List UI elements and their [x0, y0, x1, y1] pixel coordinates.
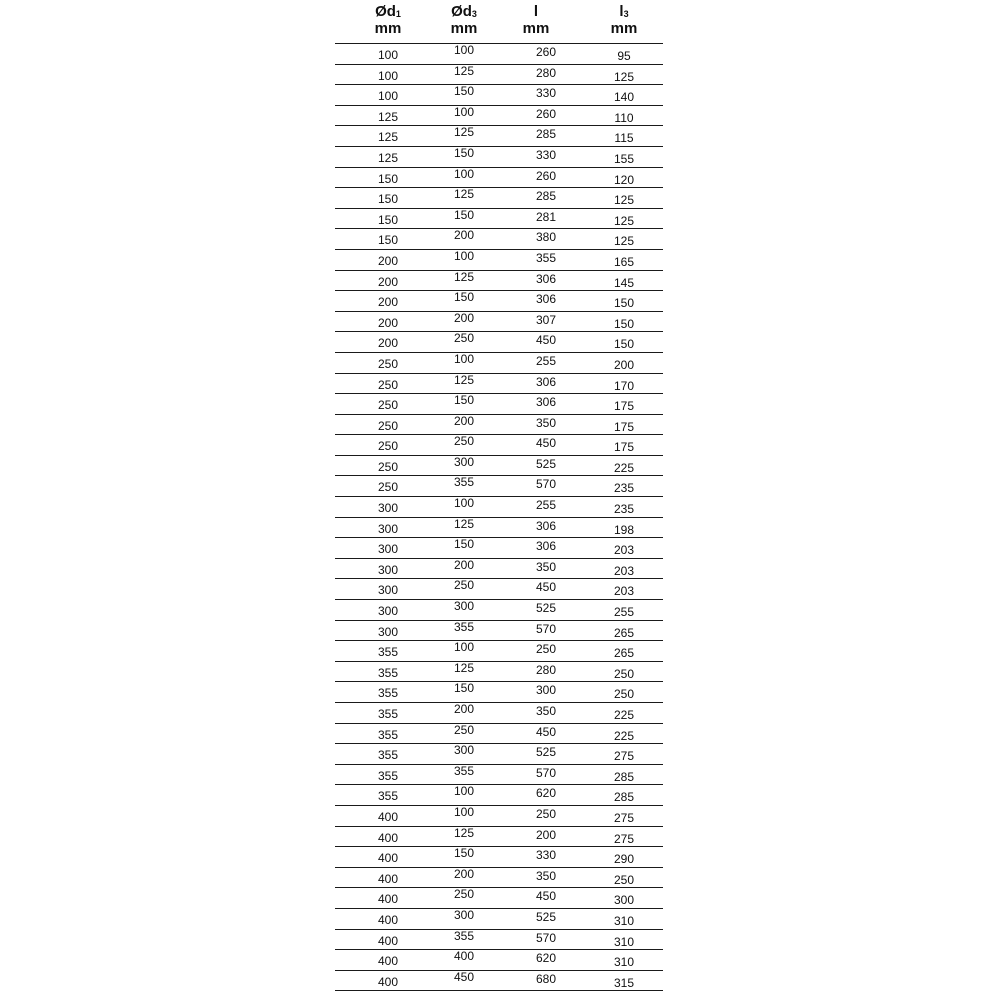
d1-cell: 400 — [377, 851, 399, 866]
l3-cell: 155 — [613, 151, 635, 166]
l-cell: 260 — [535, 106, 557, 121]
d3-cell: 100 — [453, 43, 475, 57]
d1-cell: 125 — [377, 130, 399, 145]
l3-cell: 203 — [613, 563, 635, 578]
table-row — [335, 888, 663, 909]
l3-cell: 315 — [613, 975, 635, 990]
d3-cell: 100 — [453, 248, 475, 263]
table-row — [335, 44, 663, 65]
d3-cell: 125 — [453, 269, 475, 284]
d3-cell: 150 — [453, 84, 475, 99]
table-row — [335, 394, 663, 415]
d3-cell: 125 — [453, 63, 475, 78]
table-row — [335, 106, 663, 127]
table-row — [335, 168, 663, 189]
l-cell: 285 — [535, 127, 557, 142]
d1-cell: 400 — [377, 912, 399, 927]
d3-cell: 250 — [453, 578, 475, 593]
l3-cell: 285 — [613, 769, 635, 784]
l-cell: 350 — [535, 415, 557, 430]
header-d1-sub: 1 — [395, 9, 401, 19]
table-body — [335, 44, 663, 991]
d1-cell: 125 — [377, 150, 399, 165]
l-cell: 285 — [535, 189, 557, 204]
d1-cell: 200 — [377, 253, 399, 268]
table-row — [335, 765, 663, 786]
l3-cell: 250 — [613, 666, 635, 681]
d1-cell: 355 — [377, 748, 399, 763]
l3-cell: 203 — [613, 584, 635, 599]
l-cell: 525 — [535, 909, 557, 924]
table-row — [335, 435, 663, 456]
l3-cell: 150 — [613, 296, 635, 311]
header-d1-unit: mm — [374, 20, 402, 37]
header-l3-symbol: l — [619, 3, 624, 20]
d1-cell: 400 — [377, 830, 399, 845]
l3-cell: 255 — [613, 605, 635, 620]
d3-cell: 150 — [453, 846, 475, 861]
l3-cell: 95 — [617, 49, 631, 63]
d1-cell: 150 — [377, 192, 399, 207]
d1-cell: 250 — [377, 377, 399, 392]
l3-cell: 198 — [613, 522, 635, 537]
d1-cell: 150 — [377, 233, 399, 248]
header-d1-symbol: Ød — [375, 3, 396, 20]
l-cell: 620 — [535, 786, 557, 801]
d1-cell: 300 — [377, 501, 399, 516]
d3-cell: 125 — [453, 516, 475, 531]
l-cell: 525 — [535, 745, 557, 760]
table-row — [335, 456, 663, 477]
d1-cell: 250 — [377, 418, 399, 433]
table-row — [335, 971, 663, 992]
table-row — [335, 847, 663, 868]
l-cell: 355 — [535, 250, 557, 265]
d3-cell: 200 — [453, 866, 475, 881]
d1-cell: 100 — [377, 68, 399, 83]
table-row — [335, 374, 663, 395]
d3-cell: 150 — [453, 681, 475, 696]
l-cell: 255 — [535, 353, 557, 368]
l-cell: 300 — [535, 683, 557, 698]
d1-cell: 355 — [377, 789, 399, 804]
table-row — [335, 621, 663, 642]
table-row — [335, 538, 663, 559]
table-row — [335, 229, 663, 250]
l-cell: 450 — [535, 580, 557, 595]
d3-cell: 250 — [453, 434, 475, 449]
d3-cell: 100 — [453, 784, 475, 799]
d1-cell: 200 — [377, 336, 399, 351]
l3-cell: 170 — [613, 378, 635, 393]
l-cell: 306 — [535, 292, 557, 307]
l3-cell: 145 — [613, 275, 635, 290]
d1-cell: 300 — [377, 604, 399, 619]
l-cell: 330 — [535, 848, 557, 863]
d3-cell: 125 — [453, 372, 475, 387]
d3-cell: 150 — [453, 393, 475, 408]
table-row — [335, 291, 663, 312]
table-row — [335, 250, 663, 271]
l-cell: 570 — [535, 477, 557, 492]
l3-cell: 250 — [613, 872, 635, 887]
d3-cell: 100 — [453, 351, 475, 366]
table-row — [335, 559, 663, 580]
d1-cell: 300 — [377, 521, 399, 536]
d3-cell: 300 — [453, 907, 475, 922]
table-row — [335, 641, 663, 662]
d1-cell: 355 — [377, 768, 399, 783]
l-cell: 450 — [535, 333, 557, 348]
d1-cell: 355 — [377, 686, 399, 701]
l3-cell: 150 — [613, 337, 635, 352]
d3-cell: 125 — [453, 125, 475, 140]
d3-cell: 100 — [453, 104, 475, 119]
l3-cell: 225 — [613, 708, 635, 722]
d1-cell: 200 — [377, 274, 399, 289]
l3-cell: 115 — [614, 131, 634, 146]
l-cell: 570 — [535, 765, 557, 780]
l3-cell: 275 — [613, 810, 635, 825]
table-row — [335, 579, 663, 600]
header-l-unit: mm — [522, 20, 550, 37]
table-row — [335, 209, 663, 230]
l-cell: 280 — [535, 662, 557, 677]
l-cell: 307 — [535, 312, 557, 327]
d1-cell: 250 — [377, 459, 399, 474]
l-cell: 350 — [535, 868, 557, 883]
dimension-table — [335, 0, 663, 991]
table-row — [335, 950, 663, 971]
l-cell: 306 — [535, 395, 557, 410]
l3-cell: 285 — [613, 790, 635, 805]
l3-cell: 175 — [613, 440, 635, 455]
d3-cell: 200 — [453, 310, 475, 325]
d3-cell: 100 — [453, 804, 475, 819]
l3-cell: 175 — [613, 419, 635, 434]
d1-cell: 400 — [377, 809, 399, 824]
d3-cell: 300 — [453, 454, 475, 469]
l3-cell: 125 — [613, 69, 635, 84]
d1-cell: 150 — [377, 171, 399, 186]
header-l3 — [589, 4, 659, 37]
d3-cell: 100 — [453, 166, 475, 181]
d3-cell: 200 — [453, 228, 475, 243]
d1-cell: 355 — [377, 665, 399, 680]
l-cell: 255 — [535, 498, 557, 513]
table-row — [335, 271, 663, 292]
l-cell: 680 — [535, 971, 557, 986]
d1-cell: 355 — [377, 645, 399, 660]
l-cell: 260 — [535, 45, 557, 59]
d3-cell: 125 — [453, 187, 475, 202]
l3-cell: 310 — [613, 955, 635, 970]
table-row — [335, 682, 663, 703]
d3-cell: 355 — [453, 928, 475, 943]
d3-cell: 150 — [453, 145, 475, 160]
d3-cell: 100 — [453, 496, 475, 511]
header-l — [501, 4, 571, 37]
table-row — [335, 744, 663, 765]
table-row — [335, 785, 663, 806]
d3-cell: 355 — [453, 475, 475, 490]
header-d1 — [353, 4, 423, 37]
d1-cell: 300 — [377, 624, 399, 639]
table-header — [335, 0, 663, 44]
header-d3-sub: 3 — [471, 9, 477, 19]
l3-cell: 165 — [613, 254, 635, 269]
d3-cell: 355 — [453, 619, 475, 634]
l3-cell: 235 — [613, 481, 635, 496]
l3-cell: 275 — [613, 831, 635, 846]
l3-cell: 310 — [613, 913, 635, 928]
l-cell: 450 — [535, 889, 557, 904]
d3-cell: 200 — [453, 702, 475, 716]
l-cell: 330 — [535, 86, 557, 101]
l-cell: 200 — [535, 827, 557, 842]
table-row — [335, 724, 663, 745]
l-cell: 281 — [535, 209, 557, 224]
l-cell: 450 — [535, 436, 557, 451]
table-row — [335, 312, 663, 333]
d1-cell: 355 — [377, 707, 399, 721]
l3-cell: 300 — [613, 893, 635, 908]
l-cell: 330 — [535, 147, 557, 162]
header-d3 — [429, 4, 499, 37]
d1-cell: 400 — [377, 871, 399, 886]
l3-cell: 125 — [613, 234, 635, 249]
l-cell: 450 — [535, 724, 557, 739]
l-cell: 250 — [535, 806, 557, 821]
d1-cell: 125 — [377, 109, 399, 124]
d3-cell: 400 — [453, 949, 475, 964]
table-row — [335, 518, 663, 539]
d1-cell: 400 — [377, 974, 399, 989]
table-row — [335, 85, 663, 106]
d1-cell: 300 — [377, 562, 399, 577]
table-row — [335, 827, 663, 848]
header-l3-sub: 3 — [623, 9, 629, 19]
l-cell: 260 — [535, 168, 557, 183]
table-row — [335, 909, 663, 930]
d1-cell: 250 — [377, 398, 399, 413]
l-cell: 380 — [535, 230, 557, 245]
d3-cell: 200 — [453, 413, 475, 428]
l3-cell: 150 — [613, 316, 635, 331]
l3-cell: 125 — [613, 213, 635, 228]
table-row — [335, 147, 663, 168]
d3-cell: 300 — [453, 599, 475, 614]
d1-cell: 400 — [377, 933, 399, 948]
table-row — [335, 600, 663, 621]
d3-cell: 100 — [453, 640, 475, 655]
l-cell: 306 — [535, 518, 557, 533]
l3-cell: 265 — [613, 646, 635, 661]
d1-cell: 400 — [377, 954, 399, 969]
d1-cell: 300 — [377, 583, 399, 598]
d3-cell: 250 — [453, 887, 475, 902]
table-row — [335, 332, 663, 353]
d1-cell: 100 — [377, 48, 399, 62]
table-row — [335, 868, 663, 889]
l-cell: 280 — [535, 65, 557, 80]
d1-cell: 200 — [377, 315, 399, 330]
l-cell: 525 — [535, 601, 557, 616]
d1-cell: 300 — [377, 542, 399, 557]
d1-cell: 250 — [377, 439, 399, 454]
table-row — [335, 126, 663, 147]
l3-cell: 225 — [613, 460, 635, 475]
l3-cell: 225 — [613, 728, 635, 743]
d1-cell: 250 — [377, 480, 399, 495]
table-row — [335, 415, 663, 436]
table-row — [335, 353, 663, 374]
d3-cell: 250 — [453, 331, 475, 346]
l3-cell: 200 — [613, 357, 635, 372]
l-cell: 306 — [535, 271, 557, 286]
d3-cell: 125 — [453, 660, 475, 675]
l-cell: 250 — [535, 642, 557, 657]
d1-cell: 355 — [377, 727, 399, 742]
d1-cell: 400 — [377, 892, 399, 907]
d3-cell: 150 — [453, 290, 475, 305]
l3-cell: 203 — [613, 543, 635, 558]
header-l-symbol: l — [533, 3, 539, 20]
d3-cell: 300 — [453, 743, 475, 758]
l3-cell: 120 — [613, 172, 635, 187]
l3-cell: 310 — [613, 934, 635, 949]
d3-cell: 250 — [453, 722, 475, 737]
table-row — [335, 188, 663, 209]
d1-cell: 200 — [377, 295, 399, 310]
header-d3-unit: mm — [450, 20, 478, 37]
l-cell: 570 — [535, 930, 557, 945]
l-cell: 350 — [535, 559, 557, 574]
l3-cell: 175 — [613, 399, 635, 414]
l3-cell: 250 — [613, 687, 635, 702]
l3-cell: 290 — [613, 852, 635, 867]
table-row — [335, 930, 663, 951]
header-l3-unit: mm — [610, 20, 638, 37]
table-row — [335, 476, 663, 497]
l3-cell: 140 — [613, 90, 635, 105]
l-cell: 306 — [535, 374, 557, 389]
d3-cell: 150 — [453, 537, 475, 552]
table-row — [335, 497, 663, 518]
l-cell: 306 — [535, 539, 557, 554]
l-cell: 570 — [535, 621, 557, 636]
l3-cell: 275 — [613, 749, 635, 764]
d1-cell: 250 — [377, 356, 399, 371]
d1-cell: 100 — [377, 89, 399, 104]
d3-cell: 150 — [453, 207, 475, 222]
d3-cell: 355 — [453, 763, 475, 778]
table-row — [335, 65, 663, 86]
d3-cell: 200 — [453, 557, 475, 572]
table-row — [335, 703, 663, 724]
d3-cell: 450 — [453, 969, 475, 984]
table-row — [335, 662, 663, 683]
d1-cell: 150 — [377, 212, 399, 227]
l3-cell: 110 — [614, 110, 634, 125]
table-row — [335, 806, 663, 827]
l-cell: 620 — [535, 951, 557, 966]
l3-cell: 235 — [613, 502, 635, 517]
l-cell: 350 — [535, 704, 557, 718]
l3-cell: 265 — [613, 625, 635, 640]
d3-cell: 125 — [453, 825, 475, 840]
header-d3-symbol: Ød — [451, 3, 472, 20]
l-cell: 525 — [535, 456, 557, 471]
l3-cell: 125 — [613, 193, 635, 208]
